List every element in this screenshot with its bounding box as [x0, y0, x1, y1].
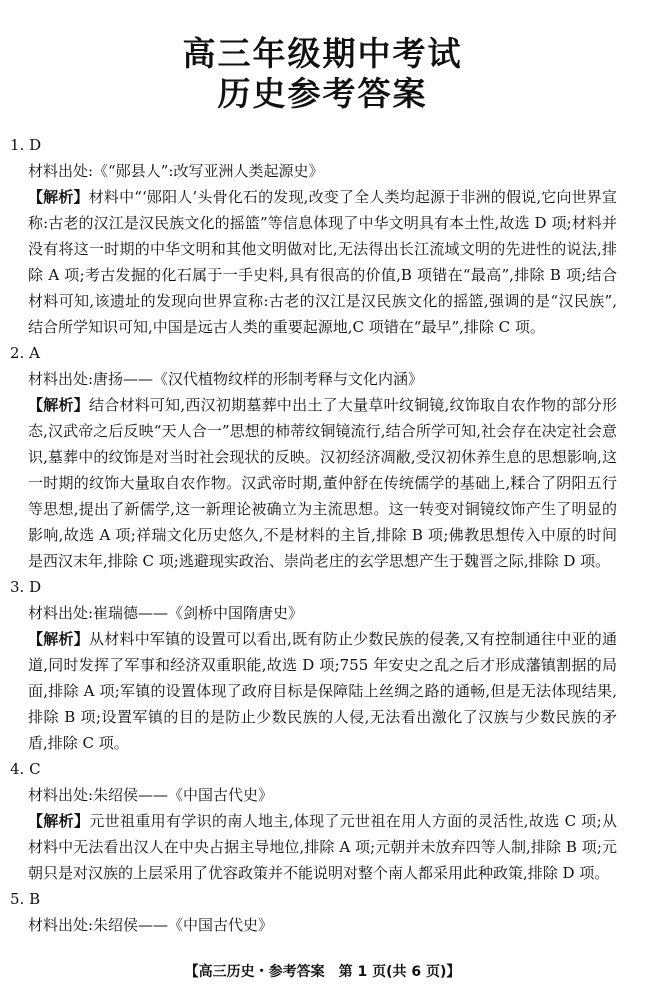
analysis-tag: 【解析】: [28, 188, 89, 206]
question-3-answer: 3. D: [10, 578, 42, 596]
question-3: [10, 574, 635, 756]
exam-title: 高三年级期中考试: [182, 34, 463, 73]
question-1: [10, 132, 635, 340]
question-2-analysis: [28, 392, 617, 574]
analysis-tag: 【解析】: [28, 396, 89, 414]
answer-subtitle: 历史参考答案: [217, 74, 428, 113]
analysis-text: 材料中“‘郧阳人’头骨化石的发现,改变了全人类均起源于非洲的假说,它向世界宣称:古老的汉江是汉民族文化的摇篮”等信息体现了中华文明具有本土性,故选 D 项;材料并没有将这一时期的中华文明和其他文明做对比,无法得出长江流域文明的先进性的说法,排除 A 项;考古发掘的化石属于一手史料,具有很高的价值,B 项错在“最高”,排除 B 项;结合材料可知,该遗址的发现向世界宣称:古老的汉江是汉民族文化的摇篮,强调的是“汉民族”,结合所学知识可知,中国是远古人类的重要起源地,C 项错在“最早”,排除 C 项。: [28, 188, 617, 336]
question-5-source: 材料出处:朱绍侯——《中国古代史》: [28, 916, 274, 934]
analysis-text: 元世祖重用有学识的南人地主,体现了元世祖在用人方面的灵活性,故选 C 项;从材料中无法看出汉人在中央占据主导地位,排除 A 项;元朝并未放弃四等人制,排除 B 项;元朝只是对汉族的上层采用了优容政策并不能说明对整个南人都采用此种政策,排除 D 项。: [28, 812, 617, 882]
question-4: [10, 756, 635, 886]
question-4-analysis: [28, 808, 617, 886]
question-4-answer: 4. C: [10, 760, 41, 778]
question-1-answer: 1. D: [10, 136, 42, 154]
question-5-answer: 5. B: [10, 890, 41, 908]
question-1-source: 材料出处:《“郧县人”:改写亚洲人类起源史》: [28, 162, 324, 180]
analysis-text: 结合材料可知,西汉初期墓葬中出土了大量草叶纹铜镜,纹饰取自农作物的部分形态,汉武帝之后反映“天人合一”思想的柿蒂纹铜镜流行,结合所学可知,社会存在决定社会意识,墓葬中的纹饰是对当时社会现状的反映。汉初经济凋敝,受汉初休养生息的思想影响,这一时期的纹饰大量取自农作物。汉武帝时期,董仲舒在传统儒学的基础上,糅合了阴阳五行等思想,提出了新儒学,这一新理论被确立为主流思想。这一转变对铜镜纹饰产生了明显的影响,故选 A 项;祥瑞文化历史悠久,不是材料的主旨,排除 B 项;佛教思想传入中原的时间是西汉末年,排除 C 项;逃避现实政治、崇尚老庄的玄学思想产生于魏晋之际,排除 D 项。: [28, 396, 617, 570]
analysis-text: 从材料中军镇的设置可以看出,既有防止少数民族的侵袭,又有控制通往中亚的通道,同时发挥了军事和经济双重职能,故选 D 项;755 年安史之乱之后才形成藩镇割据的局面,排除 A 项;军镇的设置体现了政府目标是保障陆上丝绸之路的通畅,但是无法体现结果,排除 B 项;设置军镇的目的是防止少数民族的人侵,无法看出激化了汉族与少数民族的矛盾,排除 C 项。: [28, 630, 617, 752]
page-footer: 【高三历史・参考答案 第 1 页(共 6 页)】: [184, 964, 461, 980]
analysis-tag: 【解析】: [28, 812, 90, 830]
question-5: [10, 886, 635, 938]
question-1-analysis: [28, 184, 617, 340]
question-2-source: 材料出处:唐扬——《汉代植物纹样的形制考释与文化内涵》: [28, 370, 424, 388]
question-2: [10, 340, 635, 574]
question-3-analysis: [28, 626, 617, 756]
question-2-answer: 2. A: [10, 344, 40, 362]
analysis-tag: 【解析】: [28, 630, 89, 648]
question-4-source: 材料出处:朱绍侯——《中国古代史》: [28, 786, 274, 804]
question-3-source: 材料出处:崔瑞德——《剑桥中国隋唐史》: [28, 604, 304, 622]
